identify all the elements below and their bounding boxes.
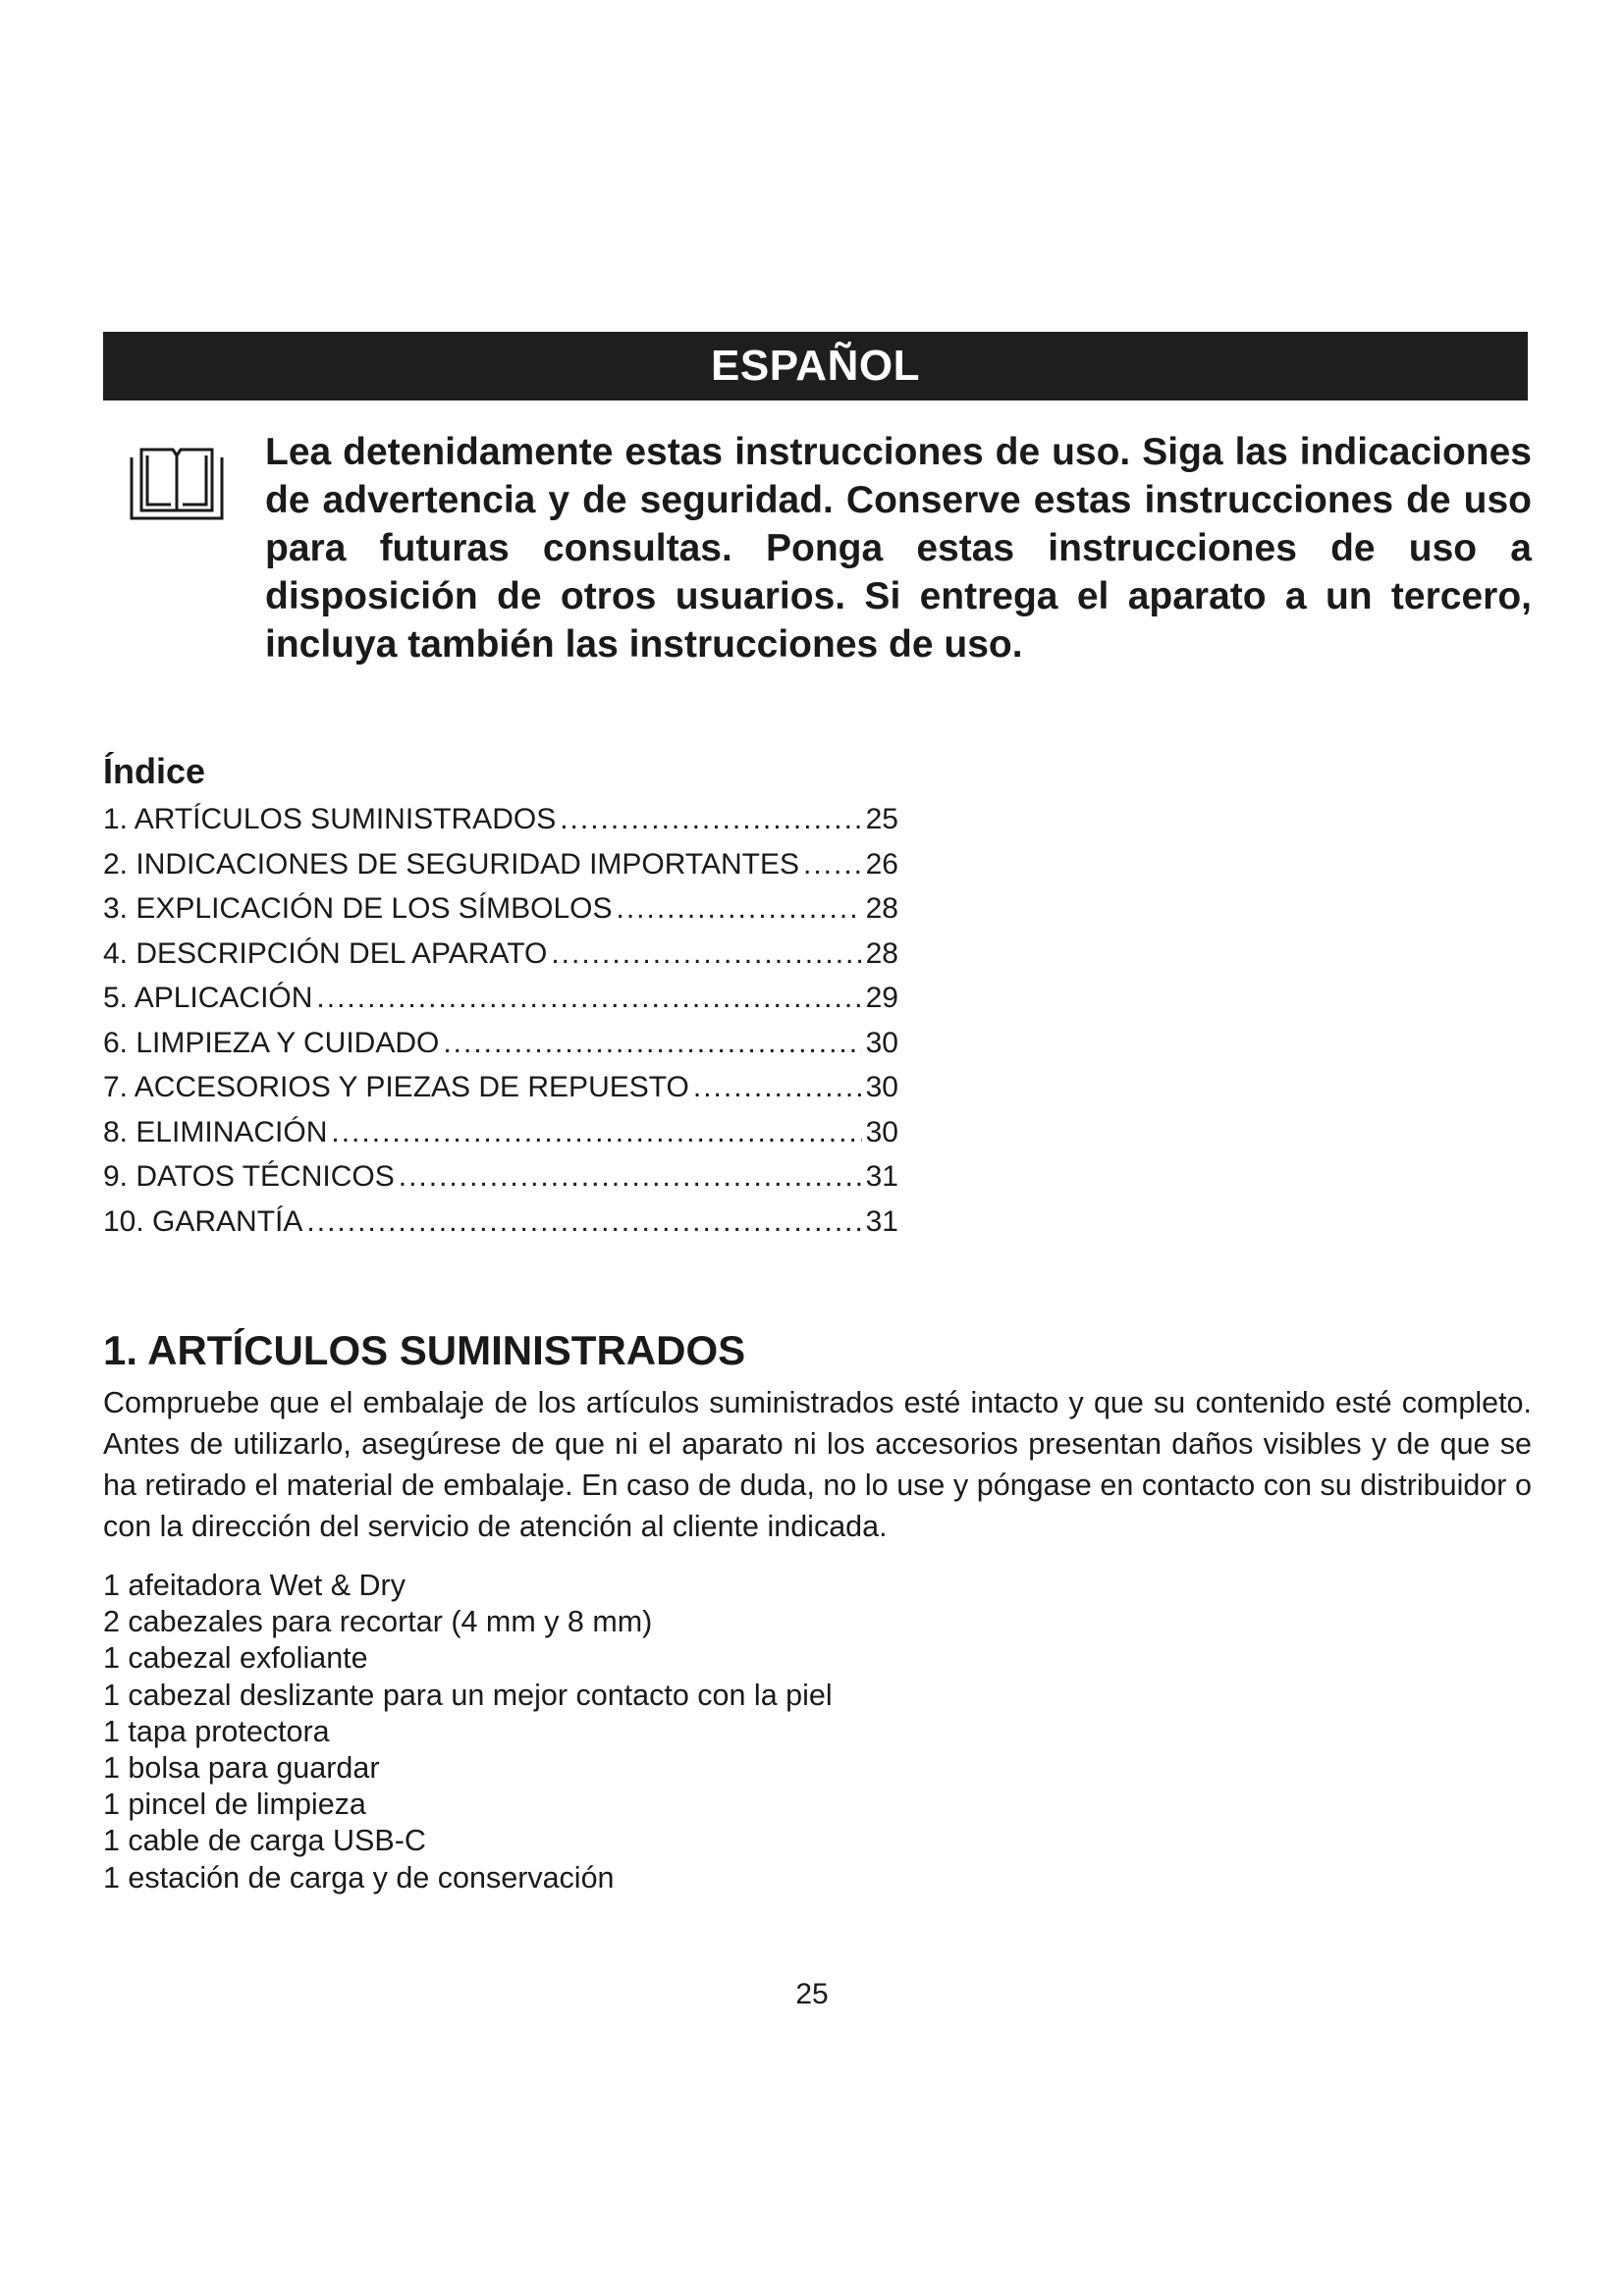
toc-entry-page: 26 (865, 847, 898, 881)
toc-entry-page: 28 (865, 892, 898, 925)
list-item: 1 cable de carga USB-C (103, 1824, 426, 1858)
language-title: ESPAÑOL (711, 342, 920, 390)
toc-leader-dots (443, 1021, 861, 1066)
toc-entry-label: 9. DATOS TÉCNICOS (103, 1160, 395, 1193)
supplied-items-list (103, 1568, 833, 1896)
table-of-contents (103, 797, 898, 1244)
toc-entry-label: 10. GARANTÍA (103, 1204, 303, 1238)
book-icon (126, 442, 228, 522)
toc-entry-page: 28 (865, 936, 898, 970)
toc-leader-dots (693, 1065, 862, 1110)
toc-entry-label: 8. ELIMINACIÓN (103, 1115, 328, 1148)
list-item: 1 tapa protectora (103, 1714, 330, 1748)
toc-entry[interactable] (103, 797, 898, 842)
toc-entry[interactable] (103, 1154, 898, 1200)
toc-entry-label: 7. ACCESORIOS Y PIEZAS DE REPUESTO (103, 1071, 689, 1103)
toc-entry[interactable] (103, 842, 898, 887)
toc-leader-dots (560, 797, 861, 842)
toc-entry[interactable] (103, 932, 898, 977)
toc-entry-label: 1. ARTÍCULOS SUMINISTRADOS (103, 803, 557, 835)
toc-entry-page: 25 (865, 803, 898, 835)
list-item: 1 afeitadora Wet & Dry (103, 1569, 406, 1602)
intro-warning-text: Lea detenidamente estas instrucciones de uso. Siga las indicaciones de advertencia y de seguridad. Conserve estas instrucciones de uso para futuras consultas. Ponga estas instrucciones de uso a disposición de otros usuarios. Si entrega el aparato a un tercero, incluya también las instrucciones de uso. (265, 431, 1532, 666)
toc-leader-dots (617, 886, 862, 932)
section-title: 1. ARTÍCULOS SUMINISTRADOS (103, 1327, 746, 1373)
toc-entry[interactable] (103, 1065, 898, 1110)
toc-entry-page: 31 (865, 1204, 898, 1238)
toc-entry-label: 6. LIMPIEZA Y CUIDADO (103, 1026, 440, 1059)
index-title: Índice (103, 751, 206, 791)
toc-entry[interactable] (103, 1021, 898, 1066)
toc-entry-label: 4. DESCRIPCIÓN DEL APARATO (103, 936, 548, 970)
toc-leader-dots (306, 1200, 861, 1245)
toc-entry-label: 5. APLICACIÓN (103, 982, 313, 1014)
list-item: 1 estación de carga y de conservación (103, 1860, 615, 1895)
toc-entry-page: 31 (865, 1160, 898, 1193)
toc-entry[interactable] (103, 1110, 898, 1155)
toc-entry[interactable] (103, 976, 898, 1021)
list-item: 1 cabezal exfoliante (103, 1641, 368, 1676)
toc-entry-page: 29 (865, 982, 898, 1014)
toc-leader-dots (551, 932, 861, 977)
section-body-text: Compruebe que el embalaje de los artículos suministrados esté intacto y que su contenido esté completo. Antes de utilizarlo, asegúrese de que ni el aparato ni los accesorios presentan daños visibles y de que se ha retirado el material de embalaje. En caso de duda, no lo use y póngase en contacto con su distribuidor o con la dirección del servicio de atención al cliente indicada. (103, 1386, 1532, 1543)
toc-leader-dots (331, 1110, 861, 1155)
toc-leader-dots (803, 842, 862, 887)
toc-entry[interactable] (103, 886, 898, 932)
page-number: 25 (795, 1978, 829, 2010)
list-item: 2 cabezales para recortar (4 mm y 8 mm) (103, 1605, 653, 1639)
language-header-bar (103, 332, 1528, 400)
toc-entry-label: 2. INDICACIONES DE SEGURIDAD IMPORTANTES (103, 847, 799, 881)
toc-entry-label: 3. EXPLICACIÓN DE LOS SÍMBOLOS (103, 892, 613, 925)
toc-leader-dots (316, 976, 861, 1021)
list-item: 1 pincel de limpieza (103, 1788, 366, 1822)
list-item: 1 cabezal deslizante para un mejor contacto con la piel (103, 1678, 833, 1712)
toc-entry-page: 30 (865, 1115, 898, 1148)
toc-entry[interactable] (103, 1200, 898, 1245)
toc-entry-page: 30 (865, 1026, 898, 1059)
list-item: 1 bolsa para guardar (103, 1750, 380, 1785)
toc-entry-page: 30 (865, 1071, 898, 1103)
toc-leader-dots (399, 1154, 862, 1200)
